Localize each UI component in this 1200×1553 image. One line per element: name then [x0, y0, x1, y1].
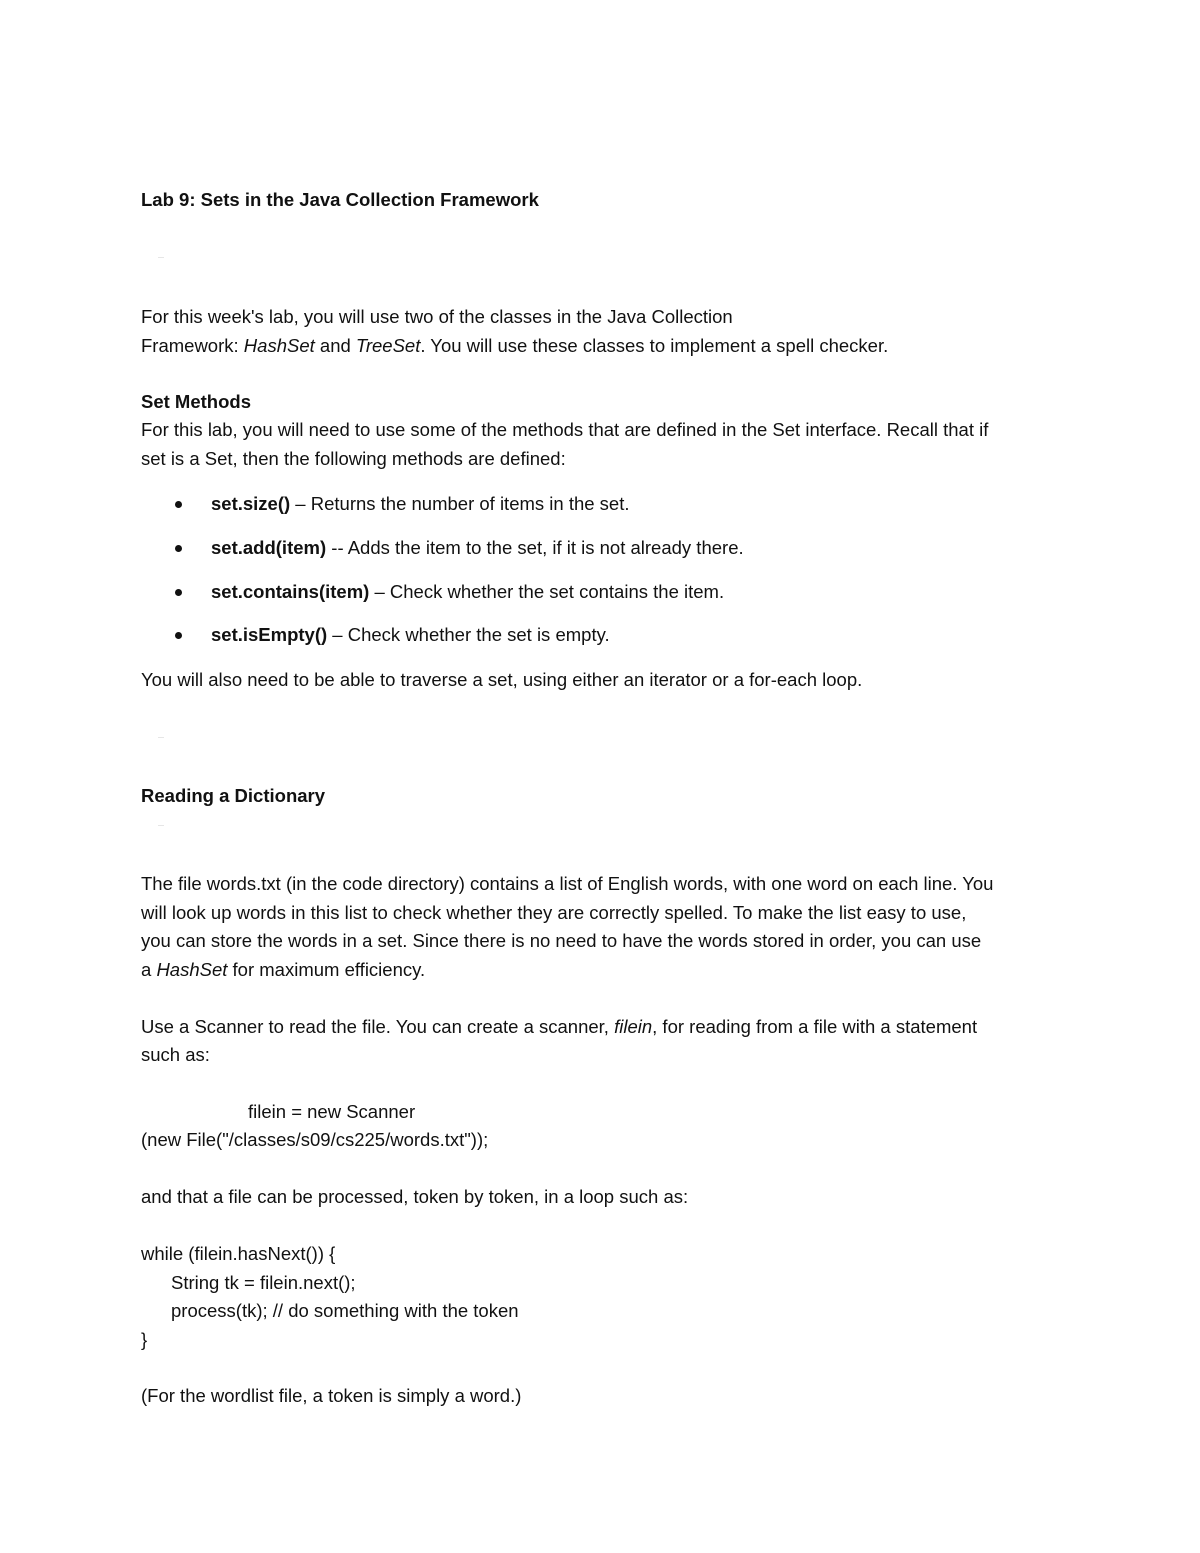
bullet-text	[211, 536, 744, 560]
bullet-text	[211, 580, 724, 604]
set-methods-heading: Set Methods	[141, 391, 251, 412]
code-statement-line-2: (new File("/classes/s09/cs225/words.txt"));	[141, 1129, 489, 1150]
method-name: set.contains(item)	[211, 581, 370, 602]
hashset-term: HashSet	[156, 959, 228, 980]
code-loop-line: }	[141, 1329, 148, 1350]
faint-mark	[158, 257, 164, 258]
method-desc: – Check whether the set is empty.	[327, 624, 610, 645]
faint-mark	[158, 737, 164, 738]
method-desc: -- Adds the item to the set, if it is not already there.	[326, 537, 744, 558]
intro-text: . You will use these classes to implement a spell checker.	[420, 335, 889, 356]
scanner-line-1	[141, 1015, 977, 1039]
page-title: Lab 9: Sets in the Java Collection Framework	[141, 189, 539, 210]
method-desc: – Check whether the set contains the item.	[369, 581, 725, 602]
hashset-term: HashSet	[243, 335, 315, 356]
faint-mark	[158, 825, 164, 826]
scanner-line-2: such as:	[141, 1044, 210, 1065]
wordlist-note: (For the wordlist file, a token is simply a word.)	[141, 1385, 522, 1406]
intro-line-2	[141, 334, 888, 358]
bullet-icon	[175, 632, 182, 639]
reading-para-line-4	[141, 958, 425, 982]
reading-para-line-1: The file words.txt (in the code directory) contains a list of English words, with one word on each line. You	[141, 873, 994, 894]
code-loop-line: while (filein.hasNext()) {	[141, 1243, 336, 1264]
method-name: set.isEmpty()	[211, 624, 328, 645]
set-methods-para-line-2: set is a Set, then the following methods are defined:	[141, 448, 566, 469]
reading-para-line-3: you can store the words in a set. Since there is no need to have the words stored in order, you can use	[141, 930, 982, 951]
intro-text: and	[314, 335, 356, 356]
bullet-icon	[175, 501, 182, 508]
method-name: set.size()	[211, 493, 291, 514]
reading-text: a	[141, 959, 157, 980]
scanner-text: Use a Scanner to read the file. You can create a scanner,	[141, 1016, 615, 1037]
code-statement-line-1: filein = new Scanner	[248, 1101, 416, 1122]
traverse-line: You will also need to be able to traverse a set, using either an iterator or a for-each loop.	[141, 669, 863, 690]
reading-heading: Reading a Dictionary	[141, 785, 326, 806]
bullet-text	[211, 623, 610, 647]
scanner-text: , for reading from a file with a statement	[652, 1016, 978, 1037]
bullet-text	[211, 492, 630, 516]
code-loop-line: process(tk); // do something with the token	[171, 1300, 519, 1321]
method-desc: – Returns the number of items in the set.	[290, 493, 630, 514]
set-methods-para-line-1: For this lab, you will need to use some of the methods that are defined in the Set interface. Recall that if	[141, 419, 989, 440]
bullet-icon	[175, 589, 182, 596]
intro-text: Framework:	[141, 335, 244, 356]
reading-para-line-2: will look up words in this list to check whether they are correctly spelled. To make the list easy to use,	[141, 902, 967, 923]
method-name: set.add(item)	[211, 537, 327, 558]
reading-text: for maximum efficiency.	[227, 959, 426, 980]
bullet-icon	[175, 545, 182, 552]
code-loop-line: String tk = filein.next();	[171, 1272, 356, 1293]
filein-term: filein	[614, 1016, 653, 1037]
treeset-term: TreeSet	[355, 335, 421, 356]
process-line: and that a file can be processed, token by token, in a loop such as:	[141, 1186, 689, 1207]
intro-line-1: For this week's lab, you will use two of the classes in the Java Collection	[141, 306, 733, 327]
